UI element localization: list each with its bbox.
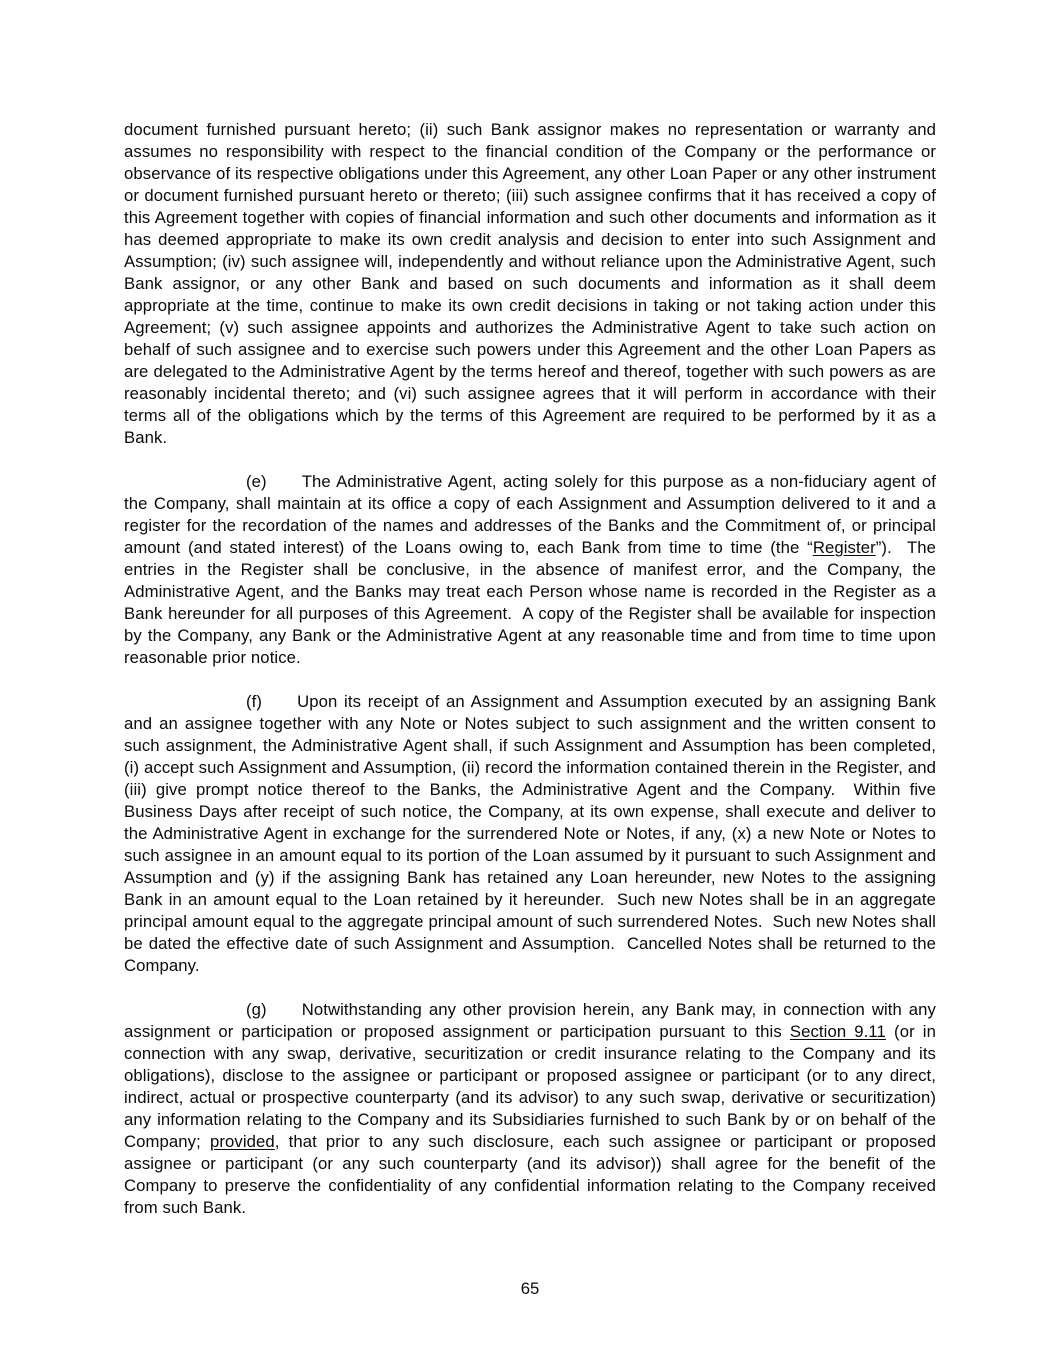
text-segment: (or in connection with any swap, derivative, securitization or credit insurance relating to the Company and its obligations), disclose to the assignee or participant or proposed assignee or participant (or to any direct, indirect, actual or prospective counterparty (and its advisor) to any such swap, derivative or securitization) any information relating to the Company and its Subsidiaries furnished to such Bank by or on behalf of the Company; bbox=[124, 1022, 936, 1151]
paragraph-g bbox=[124, 999, 936, 1219]
tab-spacer bbox=[267, 486, 302, 487]
paragraph-f bbox=[124, 691, 936, 977]
page-number: 65 bbox=[520, 1279, 540, 1298]
paragraph-e bbox=[124, 471, 936, 669]
paragraph-marker: (g) bbox=[246, 1000, 267, 1019]
body-text bbox=[124, 119, 936, 1219]
underlined-term: Register bbox=[812, 538, 876, 557]
text-segment: The Administrative Agent, acting solely for this purpose as a non-fiduciary agent of the Company, shall maintain at its office a copy of each Assignment and Assumption delivered to it and a register for the recordation of the names and addresses of the Banks and the Commitment of, or principal amount (and stated interest) of the Loans owing to, each Bank from time to time (the “ bbox=[124, 472, 936, 557]
tab-spacer bbox=[267, 1014, 302, 1015]
text-segment: document furnished pursuant hereto; (ii) such Bank assignor makes no representation or warranty and assumes no responsibility with respect to the financial condition of the Company or the performance or observance of its respective obligations under this Agreement, any other Loan Paper or any other instrument or document furnished pursuant hereto or thereto; (iii) such assignee confirms that it has received a copy of this Agreement together with copies of financial information and such other documents and information as it has deemed appropriate to make its own credit analysis and decision to enter into such Assignment and Assumption; (iv) such assignee will, independently and without reliance upon the Administrative Agent, such Bank assignor, or any other Bank and based on such documents and information as it shall deem appropriate at the time, continue to make its own credit decisions in taking or not taking action under this Agreement; (v) such assignee appoints and authorizes the Administrative Agent to take such action on behalf of such assignee and to exercise such powers under this Agreement and the other Loan Papers as are delegated to the Administrative Agent by the terms hereof and thereof, together with such powers as are reasonably incidental thereto; and (vi) such assignee agrees that it will perform in accordance with their terms all of the obligations which by the terms of this Agreement are required to be performed by it as a Bank. bbox=[124, 120, 936, 447]
text-segment: Notwithstanding any other provision herein, any Bank may, in connection with any assignment or participation or proposed assignment or participation pursuant to this bbox=[124, 1000, 936, 1041]
text-segment: Upon its receipt of an Assignment and Assumption executed by an assigning Bank and an assignee together with any Note or Notes subject to such assignment and the written consent to such assignment, the Administrative Agent shall, if such Assignment and Assumption has been completed, (i) accept such Assignment and Assumption, (ii) record the information contained therein in the Register, and (iii) give prompt notice thereof to the Banks, the Administrative Agent and the Company. Within five Business Days after receipt of such notice, the Company, at its own expense, shall execute and deliver to the Administrative Agent in exchange for the surrendered Note or Notes, if any, (x) a new Note or Notes to such assignee in an amount equal to its portion of the Loan assumed by it pursuant to such Assignment and Assumption and (y) if the assigning Bank has retained any Loan hereunder, new Notes to the assigning Bank in an amount equal to the Loan retained by it hereunder. Such new Notes shall be in an aggregate principal amount equal to the aggregate principal amount of such surrendered Notes. Such new Notes shall be dated the effective date of such Assignment and Assumption. Cancelled Notes shall be returned to the Company. bbox=[124, 692, 936, 975]
text-segment: , that prior to any such disclosure, each such assignee or participant or proposed assignee or participant (or any such counterparty (and its advisor)) shall agree for the benefit of the Company to preserve the confidentiality of any confidential information relating to the Company received from such Bank. bbox=[124, 1132, 936, 1217]
text-segment: ”). The entries in the Register shall be conclusive, in the absence of manifest error, and the Company, the Administrative Agent, and the Banks may treat each Person whose name is recorded in the Register as a Bank hereunder for all purposes of this Agreement. A copy of the Register shall be available for inspection by the Company, any Bank or the Administrative Agent at any reasonable time and from time to time upon reasonable prior notice. bbox=[124, 538, 936, 667]
paragraph-marker: (f) bbox=[246, 692, 263, 711]
underlined-term: Section 9.11 bbox=[789, 1022, 886, 1041]
tab-spacer bbox=[262, 706, 297, 707]
underlined-term: provided bbox=[209, 1132, 275, 1151]
paragraph-continuation bbox=[124, 119, 936, 449]
paragraph-marker: (e) bbox=[246, 472, 267, 491]
